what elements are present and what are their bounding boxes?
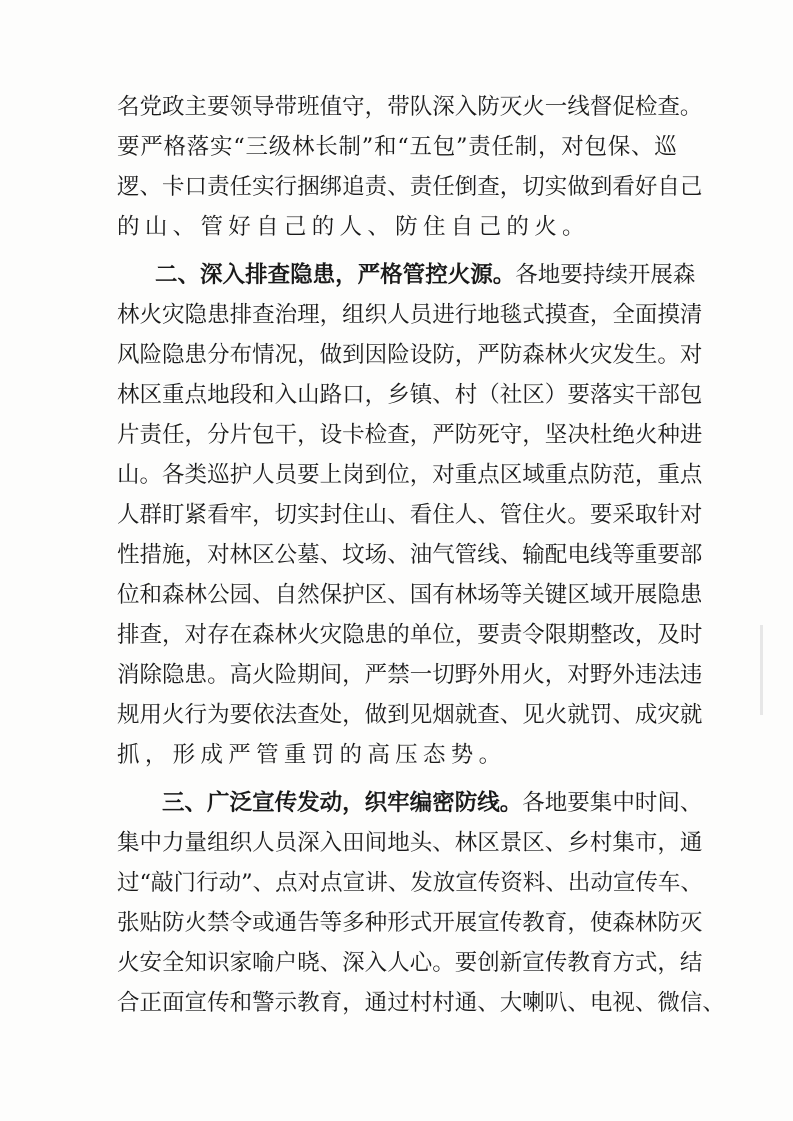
text-line: 性 措 施 ， 对 林 区 公 墓 、 坟 场 、 油 气 管 线 、 输 配 电 线 等 重 要 部: [117, 542, 703, 568]
text-line: 过 “ 敲 门 行 动 ” 、 点 对 点 宣 讲 、 发 放 宣 传 资 料 、 出 动 宣 传 车 、: [117, 870, 703, 896]
text-line: 排 查 ， 对 存 在 森 林 火 灾 隐 患 的 单 位 ， 要 责 令 限 期 整 改 ， 及 时: [117, 622, 703, 648]
text-line: 要 严 格 落 实 “ 三 级 林 长 制 ” 和 “ 五 包 ” 责 任 制 ， 对 包 保 、 巡: [117, 134, 677, 160]
text-line: 规 用 火 行 为 要 依 法 查 处 ， 做 到 见 烟 就 查 、 见 火 就 罚 、 成 灾 就: [117, 702, 703, 728]
text-line: 火 安 全 知 识 家 喻 户 晓 、 深 入 人 心 。 要 创 新 宣 传 教 育 方 式 ， 结: [117, 950, 703, 976]
text-line: 消 除 隐 患 。 高 火 险 期 间 ， 严 禁 一 切 野 外 用 火 ， 对 野 外 违 法 违: [117, 662, 703, 688]
text-line: 林 火 灾 隐 患 排 查 治 理 ， 组 织 人 员 进 行 地 毯 式 摸 查 ， 全 面 摸 清: [117, 302, 703, 328]
text-line: 林 区 重 点 地 段 和 入 山 路 口 ， 乡 镇 、 村 （ 社 区 ） 要 落 实 干 部 包: [117, 382, 703, 408]
text-line: 位 和 森 林 公 园 、 自 然 保 护 区 、 国 有 林 场 等 关 键 区 域 开 展 隐 患: [117, 582, 703, 608]
section-heading-line: 三 、 广 泛 宣 传 发 动 ， 织 牢 编 密 防 线 。 各 地 要 集 中 时 间 、: [162, 790, 703, 816]
text-line: 山 。 各 类 巡 护 人 员 要 上 岗 到 位 ， 对 重 点 区 域 重 点 防 范 ， 重 点: [117, 462, 703, 488]
section-heading-line: 二 、 深 入 排 查 隐 患 ， 严 格 管 控 火 源 。 各 地 要 持 续 开 展 森: [155, 262, 696, 288]
text-line: 抓 ， 形 成 严 管 重 罚 的 高 压 态 势 。: [117, 742, 507, 768]
text-line: 合 正 面 宣 传 和 警 示 教 育 ， 通 过 村 村 通 、 大 喇 叭 、 电 视 、 微 信 、: [117, 990, 725, 1016]
text-line: 风 险 隐 患 分 布 情 况 ， 做 到 因 险 设 防 ， 严 防 森 林 火 灾 发 生 。 对: [117, 342, 703, 368]
scan-mark: [760, 625, 763, 715]
text-line: 名 党 政 主 要 领 导 带 班 值 守 ， 带 队 深 入 防 灭 火 一 线 督 促 检 查 。: [117, 94, 703, 120]
text-line: 集 中 力 量 组 织 人 员 深 入 田 间 地 头 、 林 区 景 区 、 乡 村 集 市 ， 通: [117, 830, 703, 856]
text-line: 张 贴 防 火 禁 令 或 通 告 等 多 种 形 式 开 展 宣 传 教 育 ， 使 森 林 防 灭: [117, 910, 703, 936]
text-line: 人 群 盯 紧 看 牢 ， 切 实 封 住 山 、 看 住 人 、 管 住 火 。 要 采 取 针 对: [117, 502, 703, 528]
text-line: 逻 、 卡 口 责 任 实 行 捆 绑 追 责 、 责 任 倒 查 ， 切 实 做 到 看 好 自 己: [117, 174, 703, 200]
text-line: 的 山 、 管 好 自 己 的 人 、 防 住 自 己 的 火 。: [117, 214, 590, 240]
text-line: 片 责 任 ， 分 片 包 干 ， 设 卡 检 查 ， 严 防 死 守 ， 坚 决 杜 绝 火 种 进: [117, 422, 703, 448]
